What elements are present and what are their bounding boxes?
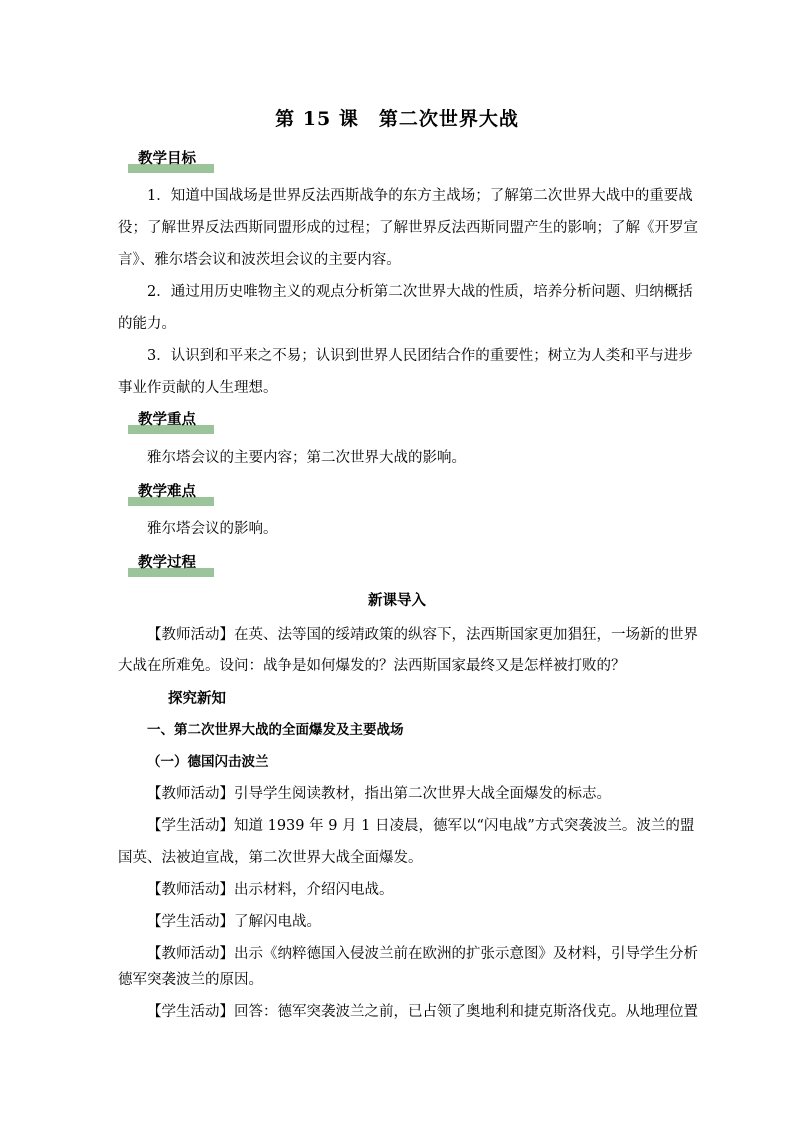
objective-3-line-1: 3．认识到和平来之不易；认识到世界人民团结合作的重要性；树立为人类和平与进步: [147, 348, 693, 364]
sub1-heading: （一）德国闪击波兰: [147, 754, 269, 770]
paragraph-student-1-line-1: 【学生活动】知道 1939 年 9 月 1 日凌晨，德军以“闪电战”方式突袭波兰。波兰的盟: [147, 818, 695, 834]
section-label: 教学难点: [138, 484, 196, 500]
section-header-difficulties: [128, 478, 214, 506]
paragraph-student-1-line-2: 国英、法被迫宣战，第二次世界大战全面爆发。: [118, 850, 423, 866]
section-label: 教学重点: [138, 412, 196, 428]
objective-2-line-2: 的能力。: [118, 316, 176, 332]
key-points-text: 雅尔塔会议的主要内容；第二次世界大战的影响。: [147, 450, 466, 466]
section-header-process: [128, 549, 214, 577]
intro-line-2: 大战在所难免。设问：战争是如何爆发的？法西斯国家最终又是怎样被打败的？: [118, 658, 626, 674]
section-label: 教学目标: [138, 151, 196, 167]
difficulties-text: 雅尔塔会议的影响。: [147, 521, 278, 537]
paragraph-teacher-3-line-2: 德军突袭波兰的原因。: [118, 972, 263, 988]
objective-1-line-1: 1．知道中国战场是世界反法西斯战争的东方主战场；了解第二次世界大战中的重要战: [147, 188, 693, 204]
objective-2-line-1: 2．通过用历史唯物主义的观点分析第二次世界大战的性质，培养分析问题、归纳概括: [147, 284, 693, 300]
part1-heading: 一、第二次世界大战的全面爆发及主要战场: [147, 722, 404, 738]
paragraph-student-2: 【学生活动】了解闪电战。: [147, 914, 321, 930]
section-label: 教学过程: [138, 555, 196, 571]
paragraph-teacher-2: 【教师活动】出示材料，介绍闪电战。: [147, 882, 394, 898]
objective-3-line-2: 事业作贡献的人生理想。: [118, 380, 278, 396]
section-header-key-points: [128, 406, 214, 434]
paragraph-teacher-1: 【教师活动】引导学生阅读教材，指出第二次世界大战全面爆发的标志。: [147, 786, 611, 802]
explore-heading: 探究新知: [168, 691, 226, 707]
intro-line-1: 【教师活动】在英、法等国的绥靖政策的纵容下，法西斯国家更加猖狂，一场新的世界: [147, 627, 698, 643]
objective-1-line-2: 役；了解世界反法西斯同盟形成的过程；了解世界反法西斯同盟产生的影响；了解《开罗宣: [118, 220, 698, 236]
paragraph-student-3-line-1: 【学生活动】回答：德军突袭波兰之前，已占领了奥地利和捷克斯洛伐克。从地理位置: [147, 1004, 698, 1020]
objective-1-line-3: 言》、雅尔塔会议和波茨坦会议的主要内容。: [118, 252, 401, 268]
section-header-objectives: [128, 145, 214, 173]
paragraph-teacher-3-line-1: 【教师活动】出示《纳粹德国入侵波兰前在欧洲的扩张示意图》及材料，引导学生分析: [147, 946, 698, 962]
intro-heading: 新课导入: [368, 593, 426, 609]
page-title: 第 15 课 第二次世界大战: [275, 108, 519, 130]
